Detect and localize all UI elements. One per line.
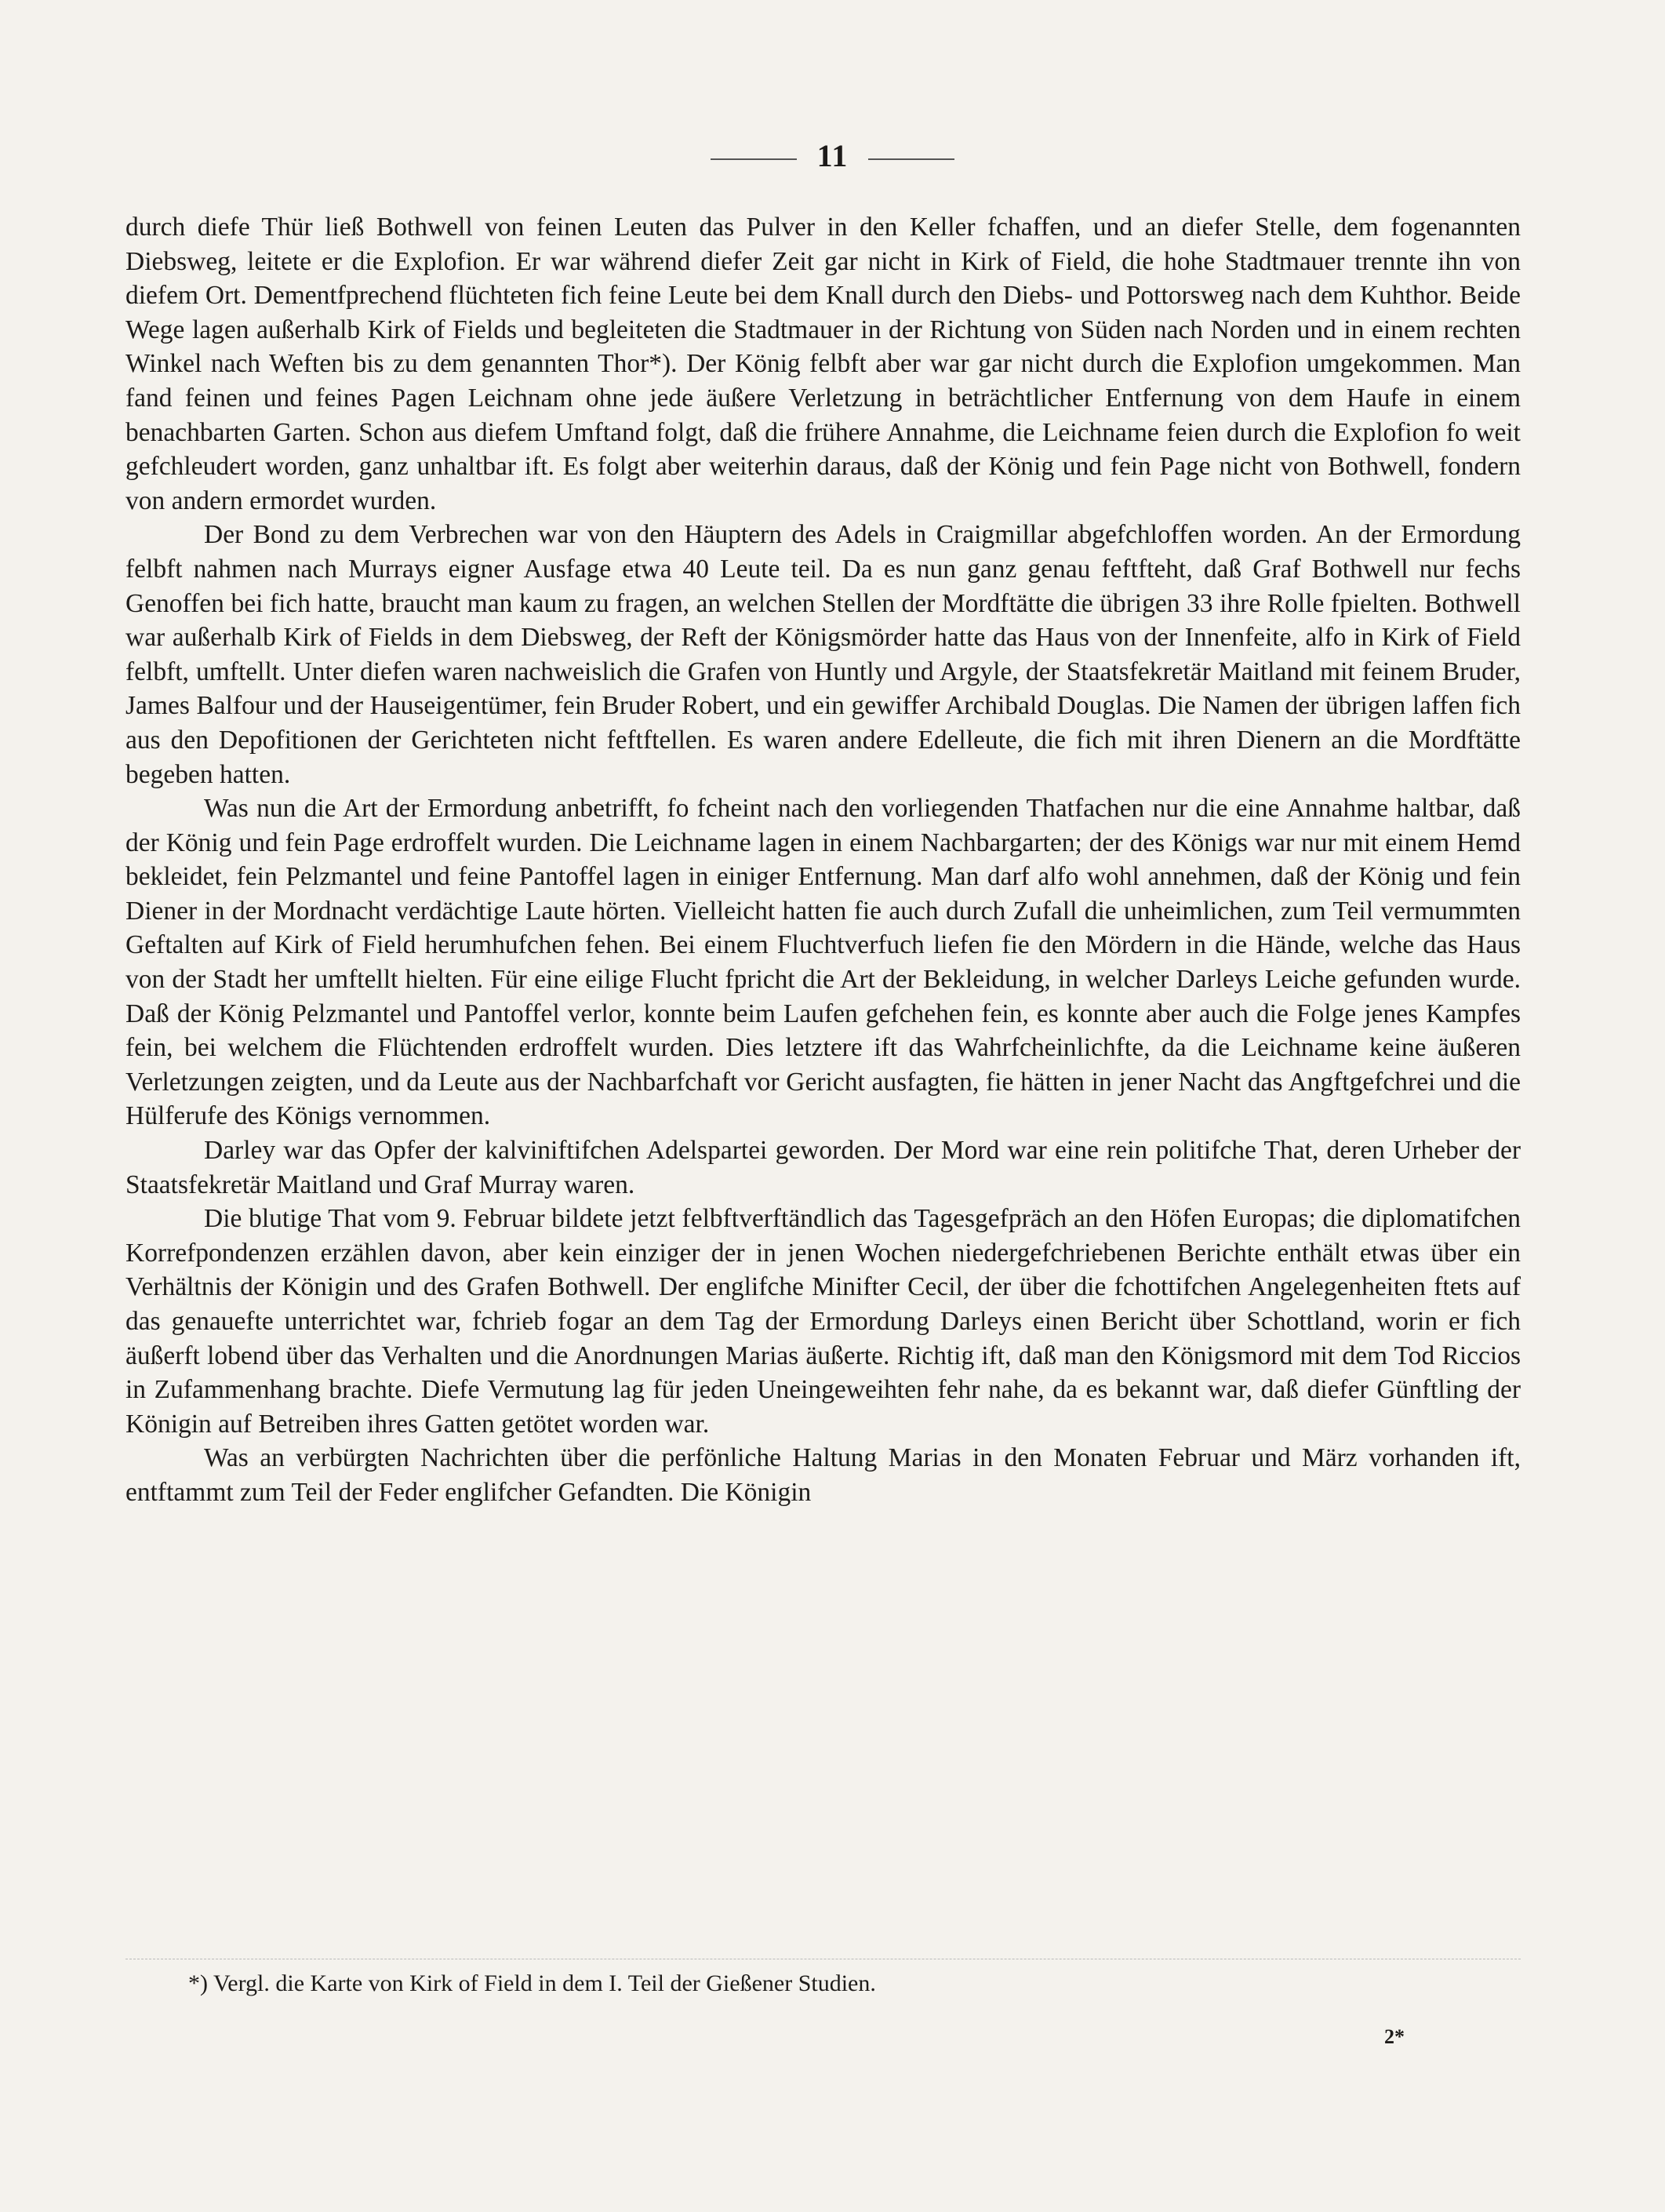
header-dash-right	[868, 158, 954, 160]
paragraph: Der Bond zu dem Verbrechen war von den Häuptern des Adels in Craigmillar abgefchloffen worden. An der Ermordung felbft nahmen nach Murrays eigner Ausfage etwa 40 Leute teil. Da es nun ganz genau feftfteht, daß Graf Bothwell nur fechs Genoffen bei fich hatte, braucht man kaum zu fragen, an welchen Stellen der Mordftätte die übrigen 33 ihre Rolle fpielten. Bothwell war außerhalb Kirk of Fields in dem Diebsweg, der Reft der Königsmörder hatte das Haus von der Innenfeite, alfo in Kirk of Field felbft, umftellt. Unter diefen waren nachweislich die Grafen von Huntly und Argyle, der Staatsfekretär Maitland mit feinem Bruder, James Balfour und der Hauseigentümer, fein Bruder Robert, und ein gewiffer Archibald Douglas. Die Namen der übrigen laffen fich aus den Depofitionen der Gerichteten nicht feftftellen. Es waren andere Edelleute, die fich mit ihren Dienern an die Mordftätte begeben hatten.	[125, 520, 1521, 789]
header-dash-left	[711, 158, 797, 160]
page-number: 11	[816, 138, 849, 173]
footnote: *) Vergl. die Karte von Kirk of Field in dem I. Teil der Gießener Studien.	[188, 1970, 876, 1996]
signature-mark: 2*	[1384, 2025, 1405, 2048]
paragraph: Was an verbürgten Nachrichten über die perfönliche Haltung Marias in den Monaten Februar und März vorhanden ift, entftammt zum Teil der Feder englifcher Gefandten. Die Königin	[125, 1443, 1521, 1507]
page-header	[0, 137, 1665, 174]
paragraph: Was nun die Art der Ermordung anbetrifft, fo fcheint nach den vorliegenden Thatfachen nur die eine Annahme haltbar, daß der König und fein Page erdroffelt wurden. Die Leichname lagen in einem Nachbargarten; der des Königs war nur mit einem Hemd bekleidet, fein Pelzmantel und feine Pantoffel lagen in einiger Entfernung. Man darf alfo wohl annehmen, daß der König und fein Diener in der Mordnacht verdächtige Laute hörten. Vielleicht hatten fie auch durch Zufall die unheimlichen, zum Teil vermummten Geftalten auf Kirk of Field herumhufchen fehen. Bei einem Fluchtverfuch liefen fie den Mördern in die Hände, welche das Haus von der Stadt her umftellt hielten. Für eine eilige Flucht fpricht die Art der Bekleidung, in welcher Darleys Leiche gefunden wurde. Daß der König Pelzmantel und Pantoffel verlor, konnte beim Laufen gefchehen fein, es konnte aber auch die Folge jenes Kampfes fein, bei welchem die Flüchtenden erdroffelt wurden. Dies letztere ift das Wahrfcheinlichfte, da die Leichname keine äußeren Verletzungen zeigten, und da Leute aus der Nachbarfchaft vor Gericht ausfagten, fie hätten in jener Nacht das Angftgefchrei und die Hülferufe des Königs vernommen.	[125, 794, 1521, 1131]
paragraph: Darley war das Opfer der kalviniftifchen Adelspartei geworden. Der Mord war eine rein politifche That, deren Urheber der Staatsfekretär Maitland und Graf Murray waren.	[125, 1136, 1521, 1199]
body-text	[125, 210, 1521, 1510]
paragraph: Die blutige That vom 9. Februar bildete jetzt felbftverftändlich das Tagesgefpräch an den Höfen Europas; die diplomatifchen Korrefpondenzen erzählen davon, aber kein einziger der in jenen Wochen niedergefchriebenen Berichte enthält etwas über ein Verhältnis der Königin und des Grafen Bothwell. Der englifche Minifter Cecil, der über die fchottifchen Angelegenheiten ftets auf das genauefte unterrichtet war, fchrieb fogar an dem Tag der Ermordung Darleys einen Bericht über Schottland, worin er fich äußerft lobend über das Verhalten und die Anordnungen Marias äußerte. Richtig ift, daß man den Königsmord mit dem Tod Riccios in Zufammenhang brachte. Diefe Vermutung lag für jeden Uneingeweihten fehr nahe, da es bekannt war, daß diefer Günftling der Königin auf Betreiben ihres Gatten getötet worden war.	[125, 1204, 1521, 1439]
paragraph: durch diefe Thür ließ Bothwell von feinen Leuten das Pulver in den Keller fchaffen, und an diefer Stelle, dem fogenannten Diebsweg, leitete er die Explofion. Er war während diefer Zeit gar nicht in Kirk of Field, die hohe Stadtmauer trennte ihn von diefem Ort. Dementfprechend flüchteten fich feine Leute bei dem Knall durch den Diebs- und Pottorsweg nach dem Kuhthor. Beide Wege lagen außerhalb Kirk of Fields und begleiteten die Stadtmauer in der Richtung von Süden nach Norden und in einem rechten Winkel nach Weften bis zu dem genannten Thor*). Der König felbft aber war gar nicht durch die Explofion umgekommen. Man fand feinen und feines Pagen Leichnam ohne jede äußere Verletzung in beträchtlicher Entfernung von dem Haufe in einem benachbarten Garten. Schon aus diefem Umftand folgt, daß die frühere Annahme, die Leichname feien durch die Explofion fo weit gefchleudert worden, ganz unhaltbar ift. Es folgt aber weiterhin daraus, daß der König und fein Page nicht von Bothwell, fondern von andern ermordet wurden.	[125, 213, 1521, 515]
